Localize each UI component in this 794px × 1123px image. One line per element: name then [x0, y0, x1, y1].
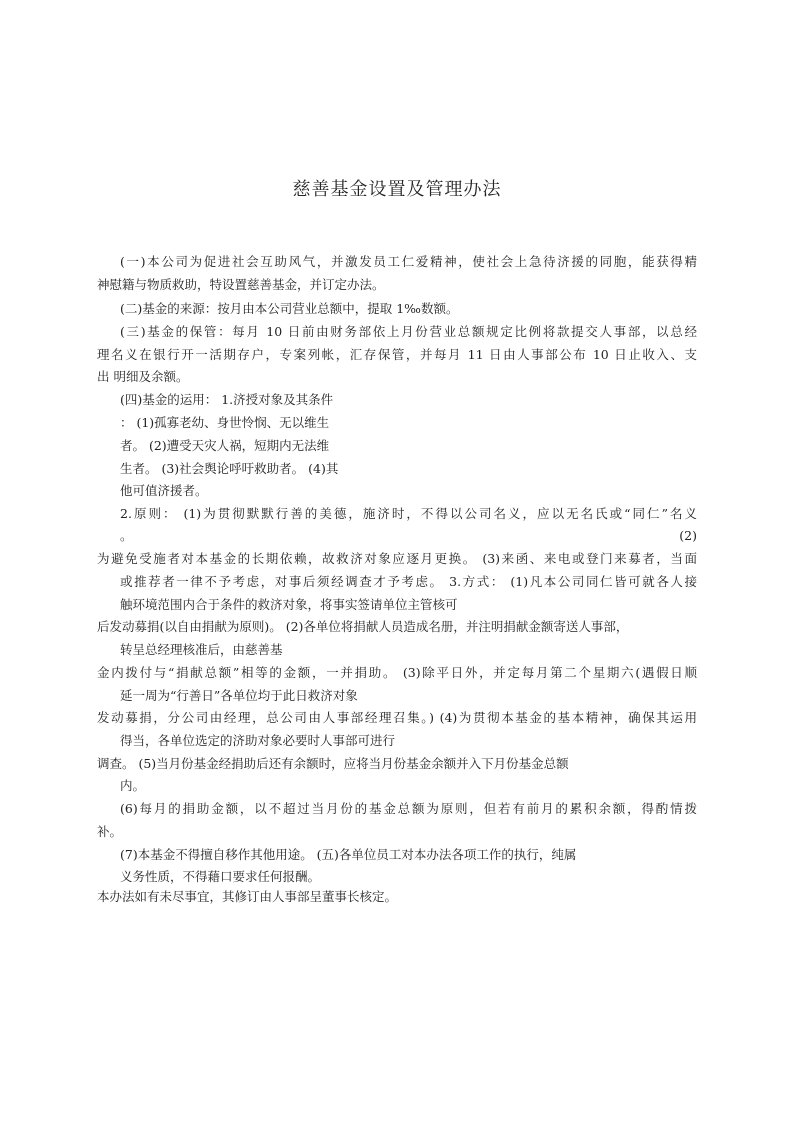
paragraph-line-right: (2) — [679, 528, 697, 543]
paragraph-line: 补。 — [97, 824, 123, 839]
paragraph-line: ： (1)孤寡老幼、身世怜悯、无以维生 — [120, 415, 330, 430]
paragraph-line: 后发动募捐(以自由捐献为原则)。 (2)各单位将捐献人员造成名册，并注明捐献金额寄送人事部， — [97, 619, 629, 634]
paragraph-line: 本办法如有未尽事宜，其修订由人事部呈董事长核定。 — [97, 889, 398, 904]
document-title: 慈善基金设置及管理办法 — [292, 179, 502, 200]
paragraph-line: (三)基金的保管：每月 10 日前由财务部依上月份营业总额规定比例将款提交人事部，以总经 — [120, 324, 697, 339]
paragraph-line: 延一周为“行善日”各单位均于此日救济对象 — [120, 688, 358, 703]
paragraph-line: (二)基金的来源：按月由本公司营业总额中，提取 1‰数额。 — [120, 301, 459, 316]
paragraph-line: 理名义在银行开一活期存户，专案列帐，汇存保管，并每月 11 日由人事部公布 10 日止收入、支 — [97, 347, 697, 362]
paragraph-line: 发动募捐，分公司由经理，总公司由人事部经理召集。) (4)为贯彻本基金的基本精神，确保其运用 — [97, 710, 697, 725]
paragraph-line: 者。 (2)遭受天灾人祸，短期内无法维 — [120, 438, 330, 453]
paragraph-line: 义务性质，不得藉口要求任何报酬。 — [120, 869, 321, 884]
paragraph-line: (四)基金的运用： 1.济授对象及其条件 — [120, 392, 334, 407]
paragraph-line: 神慰籍与物质救助，特设置慈善基金，并订定办法。 — [97, 277, 385, 292]
paragraph-line: (7)本基金不得擅自移作其他用途。 (五)各单位员工对本办法各项工作的执行，纯属 — [120, 847, 577, 862]
paragraph-line: 。 — [120, 528, 133, 543]
paragraph-line: 或推荐者一律不予考虑，对事后须经调查才予考虑。 3.方式： (1)凡本公司同仁皆可就各人接 — [120, 574, 697, 589]
paragraph-line: 得当，各单位选定的济助对象必要时人事部可进行 — [120, 733, 396, 748]
paragraph-line: 内。 — [120, 778, 146, 793]
paragraph-line: 出 明细及余额。 — [97, 369, 189, 384]
paragraph-line: 触环境范围内合于条件的救济对象，将事实签请单位主管核可 — [120, 597, 458, 612]
paragraph-line: (一)本公司为促进社会互助风气，并激发员工仁爱精神，使社会上急待济援的同胞，能获得精 — [120, 254, 697, 269]
paragraph-line: 生者。 (3)社会舆论呼吁救助者。 (4)其 — [120, 461, 339, 476]
paragraph-line: 调查。 (5)当月份基金经捐助后还有余额时，应将当月份基金余额并入下月份基金总额 — [97, 756, 569, 771]
paragraph-line: 他可值济援者。 — [120, 483, 208, 498]
paragraph-line: 金内拨付与“捐献总额”相等的金额，一并捐助。 (3)除平日外，并定每月第二个星期六(遇假日顺 — [97, 665, 697, 680]
paragraph-line: (6)每月的捐助金额，以不超过当月份的基金总额为原则，但若有前月的累积余额，得酌情拨 — [120, 801, 697, 816]
paragraph-line: 为避免受施者对本基金的长期依赖，故救济对象应逐月更换。 (3)来函、来电或登门来募者，当面 — [97, 551, 697, 566]
paragraph-line: 2.原则： (1)为贯彻默默行善的美德，施济时，不得以公司名义，应以无名氏或“同仁”名义 — [120, 506, 697, 521]
paragraph-line: 转呈总经理核准后，由慈善基 — [120, 642, 283, 657]
